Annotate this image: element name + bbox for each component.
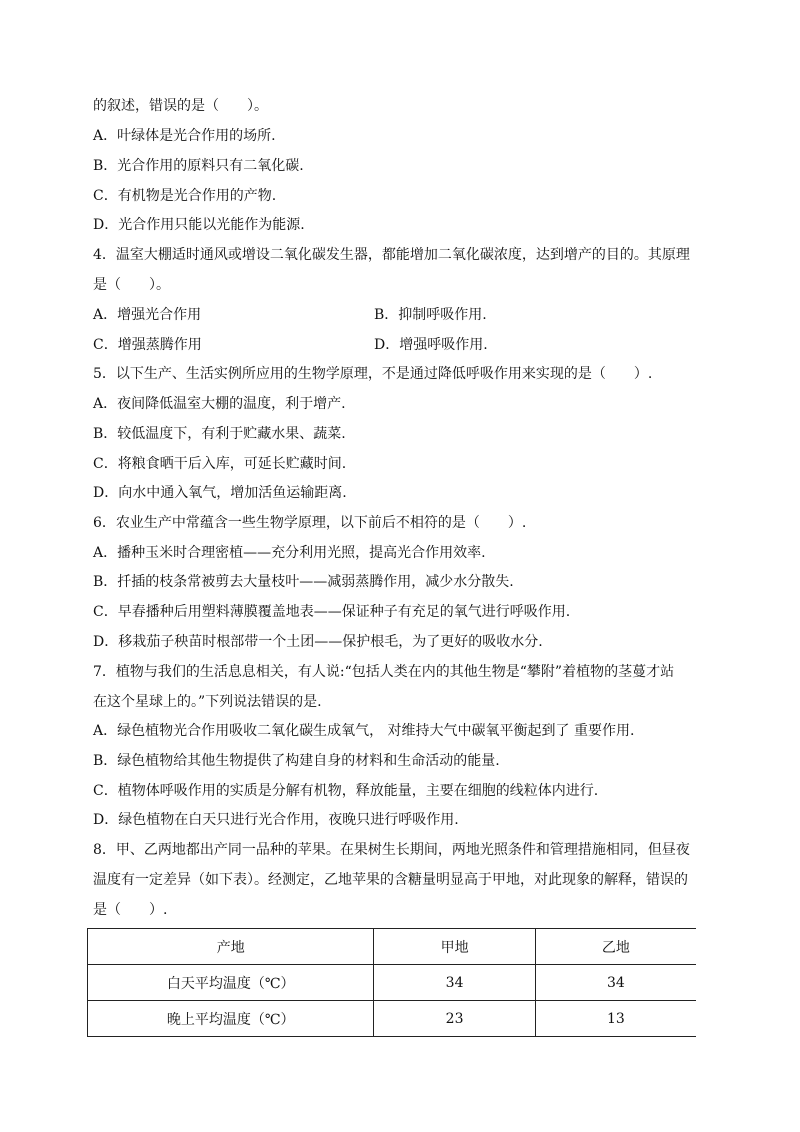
q4-option-c: C．增强蒸腾作用 [93,337,202,353]
q3-option-b: B．光合作用的原料只有二氧化碳. [93,158,304,174]
q4-option-d: D．增强呼吸作用. [374,337,488,353]
question-4-stem-cont: 是（ ）。 [93,277,170,293]
q6-option-a: A．播种玉米时合理密植——充分利用光照，提高光合作用效率. [93,545,486,561]
q4-option-a: A．增强光合作用 [93,307,202,323]
q7-option-a: A．绿色植物光合作用吸收二氧化碳生成氧气， 对维持大气中碳氧平衡起到了 重要作用. [93,723,635,739]
table-header-row [88,929,697,965]
q3-option-c: C．有机物是光合作用的产物. [93,188,277,204]
q7-option-d: D．绿色植物在白天只进行光合作用，夜晚只进行呼吸作用. [93,812,459,828]
q4-option-b: B．抑制呼吸作用. [374,307,487,323]
table-row [88,965,697,1001]
table-cell: 晚上平均温度（℃） [88,1001,374,1037]
q5-option-c: C．将粮食晒干后入库，可延长贮藏时间. [93,456,347,472]
temperature-table [87,928,696,1037]
question-7-stem: 7．植物与我们的生活息息相关，有人说:“包括人类在内的其他生物是“攀附”着植物的茎蔓才站 [93,664,675,680]
question-8-stem-end: 是（ ）. [93,902,168,918]
q5-option-b: B．较低温度下，有利于贮藏水果、蔬菜. [93,426,346,442]
table-cell: 白天平均温度（℃） [88,965,374,1001]
question-8-stem: 8．甲、乙两地都出产同一品种的苹果。在果树生长期间，两地光照条件和管理措施相同，但昼夜 [93,842,690,858]
q5-option-a: A．夜间降低温室大棚的温度，利于增产. [93,396,346,412]
question-7-stem-cont: 在这个星球上的。”下列说法错误的是. [93,694,322,710]
table-cell: 34 [374,965,535,1001]
table-row [88,1001,697,1037]
q6-option-c: C．早春播种后用塑料薄膜覆盖地表——保证种子有充足的氧气进行呼吸作用. [93,604,571,620]
table-cell: 23 [374,1001,535,1037]
question-4-stem: 4．温室大棚适时通风或增设二氧化碳发生器，都能增加二氧化碳浓度，达到增产的目的。其原理 [93,247,690,263]
q6-option-d: D．移栽茄子秧苗时根部带一个土团——保护根毛，为了更好的吸收水分. [93,634,543,650]
q3-option-d: D．光合作用只能以光能作为能源. [93,217,305,233]
table-cell: 13 [535,1001,696,1037]
table-header-cell: 甲地 [374,929,535,965]
table-header-cell: 乙地 [535,929,696,965]
q5-option-d: D．向水中通入氧气，增加活鱼运输距离. [93,485,347,501]
q6-option-b: B．扦插的枝条常被剪去大量枝叶——减弱蒸腾作用，减少水分散失. [93,574,514,590]
q3-option-a: A．叶绿体是光合作用的场所. [93,128,276,144]
question-5-stem: 5．以下生产、生活实例所应用的生物学原理，不是通过降低呼吸作用来实现的是（ ）. [93,366,653,382]
question-3-stem-end: 的叙述，错误的是（ ）。 [93,98,268,114]
question-8-stem-cont: 温度有一定差异（如下表）。经测定，乙地苹果的含糖量明显高于甲地，对此现象的解释，错误的 [93,872,688,888]
table-header-cell: 产地 [88,929,374,965]
q7-option-b: B．绿色植物给其他生物提供了构建自身的材料和生命活动的能量. [93,753,500,769]
table-cell: 34 [535,965,696,1001]
q7-option-c: C．植物体呼吸作用的实质是分解有机物，释放能量，主要在细胞的线粒体内进行. [93,783,599,799]
question-6-stem: 6．农业生产中常蕴含一些生物学原理，以下前后不相符的是（ ）. [93,515,527,531]
